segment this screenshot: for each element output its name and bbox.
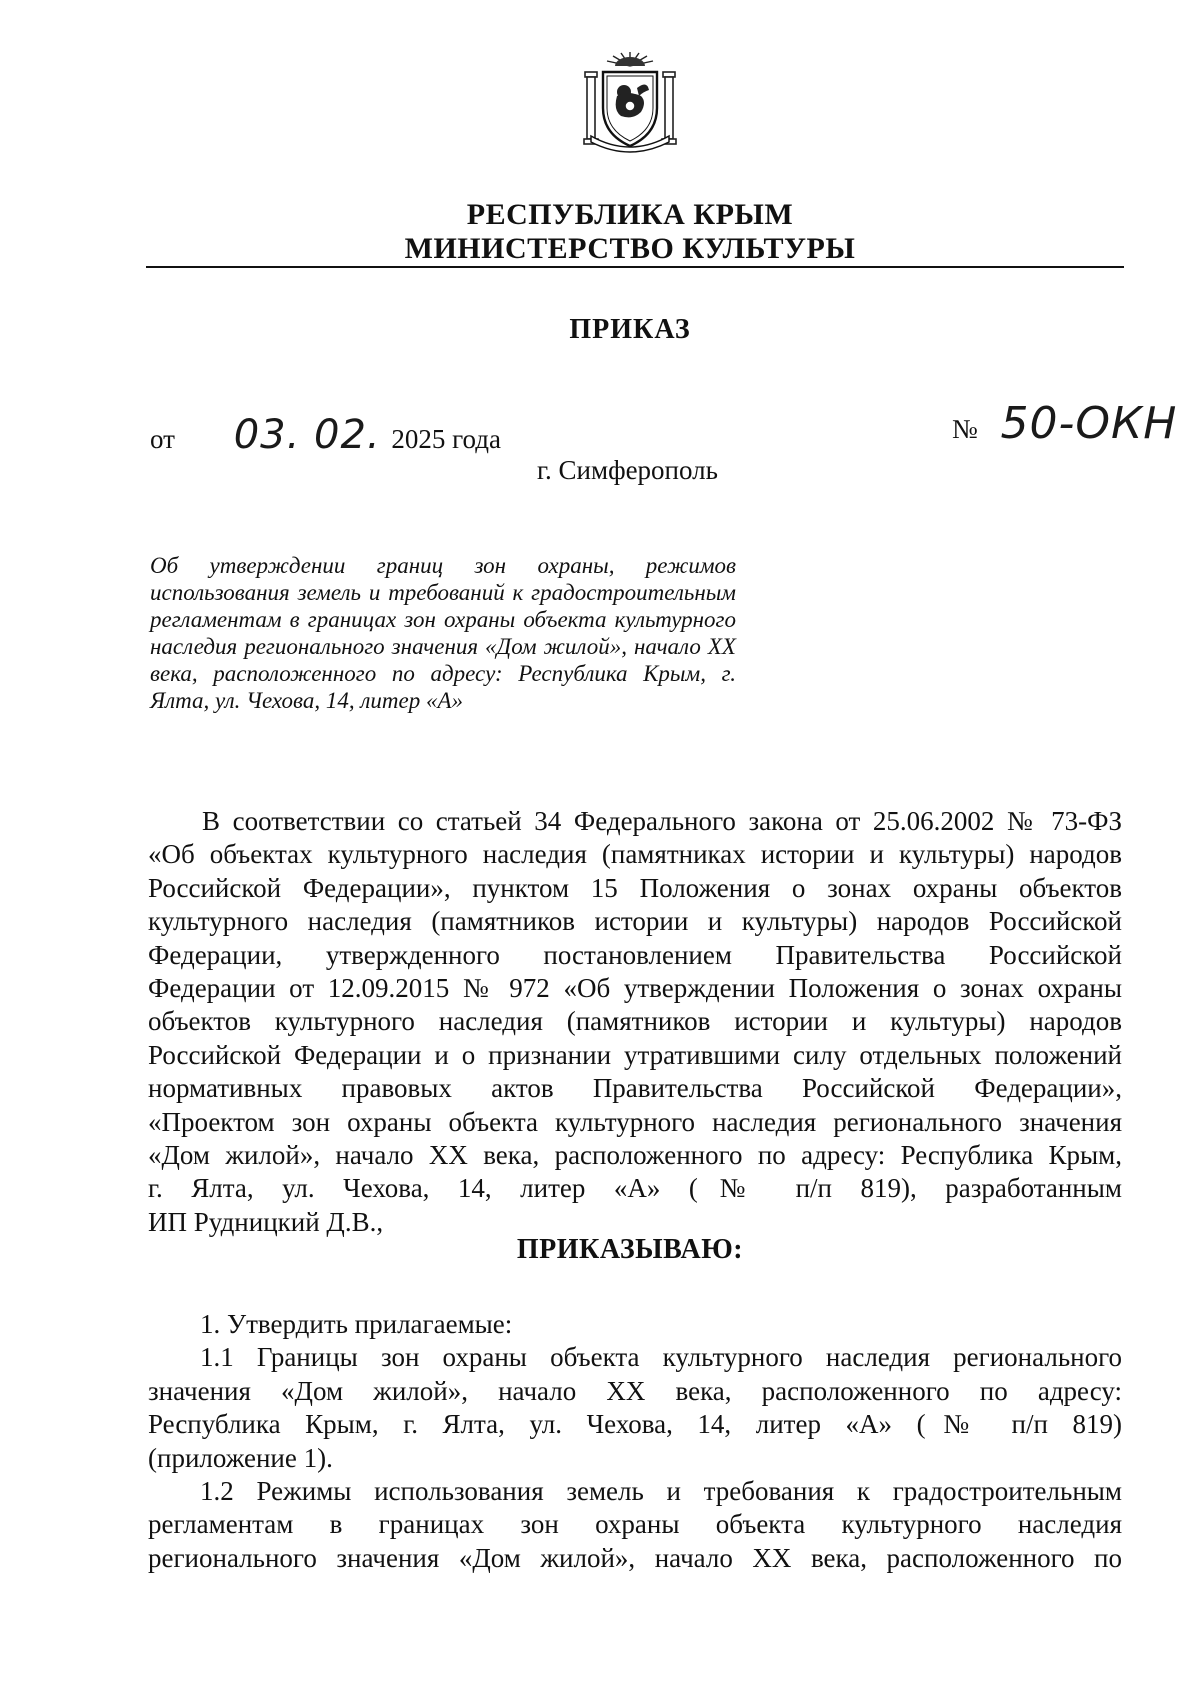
order-directive-heading: ПРИКАЗЫВАЮ: <box>516 1234 744 1265</box>
preamble-line: нормативных правовых актов Правительства Российской Федерации», <box>148 1073 1122 1104</box>
date-year: 2025 года <box>391 424 502 454</box>
item-line: значения «Дом жилой», начало XX века, расположенного по адресу: <box>148 1375 1122 1406</box>
preamble <box>148 805 1122 1239</box>
number-handwritten: 50-ОКН <box>1000 398 1178 449</box>
preamble-line: Федерации, утвержденного постановлением Правительства Российской <box>148 939 1122 970</box>
crimea-coat-of-arms-emblem <box>577 50 683 154</box>
preamble-line: объектов культурного наследия (памятников истории и культуры) народов <box>148 1006 1122 1037</box>
org-name-republic: РЕСПУБЛИКА КРЫМ <box>466 198 794 231</box>
preamble-line: Федерации от 12.09.2015 № 972 «Об утверждении Положения о зонах охраны <box>148 973 1122 1004</box>
preamble-line: «Об объектах культурного наследия (памятниках истории и культуры) народов <box>148 839 1122 870</box>
item-line: 1. Утвердить прилагаемые: <box>200 1309 513 1339</box>
city: г. Симферополь <box>537 455 718 485</box>
document-type-title: ПРИКАЗ <box>569 314 691 345</box>
item-line: регионального значения «Дом жилой», начало XX века, расположенного по <box>148 1542 1122 1573</box>
number-sign: № <box>952 414 978 444</box>
header-divider <box>146 266 1124 268</box>
org-name-ministry: МИНИСТЕРСТВО КУЛЬТУРЫ <box>404 232 856 265</box>
order-subject: Об утверждении границ зон охраны, режимов использования земель и требований к градостроительным регламентам в границах зон охраны объекта культурного наследия регионального значения «Дом жилой», начало XX века, расположенного по адресу: Республика Крым, г. Ялта, ул. Чехова, 14, литер «А» <box>150 553 736 713</box>
order-date <box>150 412 501 458</box>
order-items <box>148 1308 1122 1575</box>
preamble-line: Российской Федерации», пунктом 15 Положения о зонах охраны объектов <box>148 872 1122 903</box>
preamble-line: ИП Рудницкий Д.В., <box>148 1206 384 1237</box>
item-line: 1.2 Режимы использования земель и требования к градостроительным <box>200 1476 1122 1507</box>
preamble-line: «Проектом зон охраны объекта культурного наследия регионального значения <box>148 1106 1122 1137</box>
preamble-line: г. Ялта, ул. Чехова, 14, литер «А» (№ п/п 819), разработанным <box>148 1173 1122 1204</box>
item-line: (приложение 1). <box>148 1442 333 1473</box>
preamble-line: В соответствии со статьей 34 Федерального закона от 25.06.2002 № 73-ФЗ <box>202 806 1122 836</box>
order-number <box>952 398 1177 449</box>
date-handwritten: 03. 02. <box>233 412 381 458</box>
preamble-line: Российской Федерации и о признании утратившими силу отдельных положений <box>148 1039 1122 1070</box>
item-line: Республика Крым, г. Ялта, ул. Чехова, 14, литер «А» (№ п/п 819) <box>148 1409 1122 1440</box>
item-line: регламентам в границах зон охраны объекта культурного наследия <box>148 1509 1122 1540</box>
preamble-line: культурного наследия (памятников истории и культуры) народов Российской <box>148 906 1122 937</box>
from-label: от <box>150 424 175 454</box>
preamble-line: «Дом жилой», начало XX века, расположенного по адресу: Республика Крым, <box>148 1140 1122 1171</box>
item-line: 1.1 Границы зон охраны объекта культурного наследия регионального <box>200 1342 1122 1373</box>
